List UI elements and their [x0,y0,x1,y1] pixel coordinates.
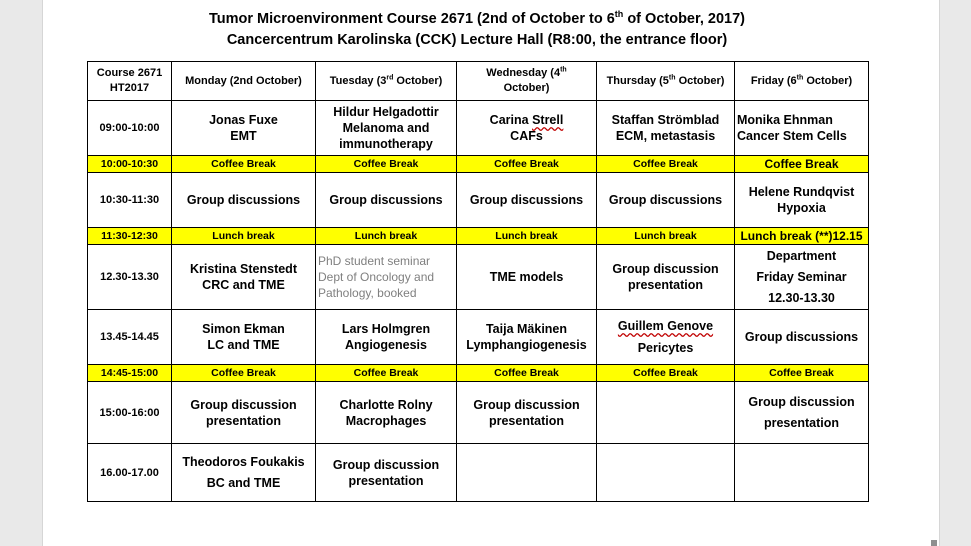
table-row [88,245,869,310]
session-cell: Helene Rundqvist Hypoxia [735,173,869,228]
session-cell: Group discussions [172,173,316,228]
time-cell: 12.30-13.30 [88,245,172,310]
break-cell: Coffee Break [316,156,457,173]
session-cell: Department Friday Seminar 12.30-13.30 [735,245,869,310]
table-row [88,310,869,365]
session-cell: Group discussion presentation [316,444,457,502]
break-cell: Lunch break [597,228,735,245]
header-tuesday: Tuesday (3rd October) [316,62,457,101]
time-cell: 10:00-10:30 [88,156,172,173]
table-row [88,173,869,228]
break-cell: Coffee Break [457,365,597,382]
session-cell: Charlotte Rolny Macrophages [316,382,457,444]
break-cell: Coffee Break [597,365,735,382]
document-title-line1: Tumor Microenvironment Course 2671 (2nd of October to 6th of October, 2017) [209,9,745,27]
session-cell: Guillem Genove Pericytes [597,310,735,365]
break-cell: Coffee Break [735,365,869,382]
spellcheck-word: Strell [532,113,564,127]
table-row [88,228,869,245]
break-cell: Lunch break [457,228,597,245]
break-cell: Coffee Break [597,156,735,173]
session-cell: Hildur Helgadottir Melanoma and immunotherapy [316,101,457,156]
session-cell: Lars Holmgren Angiogenesis [316,310,457,365]
session-cell: Taija Mäkinen Lymphangiogenesis [457,310,597,365]
resize-corner [931,540,937,546]
time-cell: 16.00-17.00 [88,444,172,502]
schedule-table [87,61,869,502]
time-cell: 14:45-15:00 [88,365,172,382]
session-cell: Jonas Fuxe EMT [172,101,316,156]
break-cell: Lunch break (**)12.15 [735,228,869,245]
break-cell: Coffee Break [316,365,457,382]
session-cell: Kristina Stenstedt CRC and TME [172,245,316,310]
table-row [88,365,869,382]
break-cell: Coffee Break [172,156,316,173]
session-cell [457,444,597,502]
time-cell: 15:00-16:00 [88,382,172,444]
break-cell: Lunch break [172,228,316,245]
header-course: Course 2671 HT2017 [88,62,172,101]
table-row [88,101,869,156]
session-cell: Group discussions [735,310,869,365]
header-row [88,62,869,101]
break-cell: Lunch break [316,228,457,245]
session-cell: TME models [457,245,597,310]
header-monday: Monday (2nd October) [172,62,316,101]
session-cell: Group discussion presentation [457,382,597,444]
header-friday: Friday (6th October) [735,62,869,101]
session-cell: Carina Strell CAFs [457,101,597,156]
session-cell [597,444,735,502]
session-cell: Group discussions [316,173,457,228]
time-cell: 10:30-11:30 [88,173,172,228]
time-cell: 09:00-10:00 [88,101,172,156]
session-cell [735,444,869,502]
break-cell: Coffee Break [457,156,597,173]
session-cell: Group discussion presentation [735,382,869,444]
session-cell [597,382,735,444]
session-cell: Group discussion presentation [172,382,316,444]
document-title-line2: Cancercentrum Karolinska (CCK) Lecture Hall (R8:00, the entrance floor) [226,32,728,48]
session-cell: Staffan Strömblad ECM, metastasis [597,101,735,156]
table-row [88,382,869,444]
session-cell: Group discussion presentation [597,245,735,310]
header-wednesday: Wednesday (4th October) [457,62,597,101]
session-cell: Simon Ekman LC and TME [172,310,316,365]
header-thursday: Thursday (5th October) [597,62,735,101]
session-cell: Group discussions [597,173,735,228]
spellcheck-word: Guillem Genove [617,319,714,333]
session-cell: Theodoros Foukakis BC and TME [172,444,316,502]
session-cell: PhD student seminar Dept of Oncology and Pathology, booked [316,245,457,310]
table-row [88,156,869,173]
session-cell: Group discussions [457,173,597,228]
break-cell: Coffee Break [172,365,316,382]
time-cell: 11:30-12:30 [88,228,172,245]
table-row [88,444,869,502]
time-cell: 13.45-14.45 [88,310,172,365]
break-cell: Coffee Break [735,156,869,173]
session-cell: Monika Ehnman Cancer Stem Cells [735,101,869,156]
